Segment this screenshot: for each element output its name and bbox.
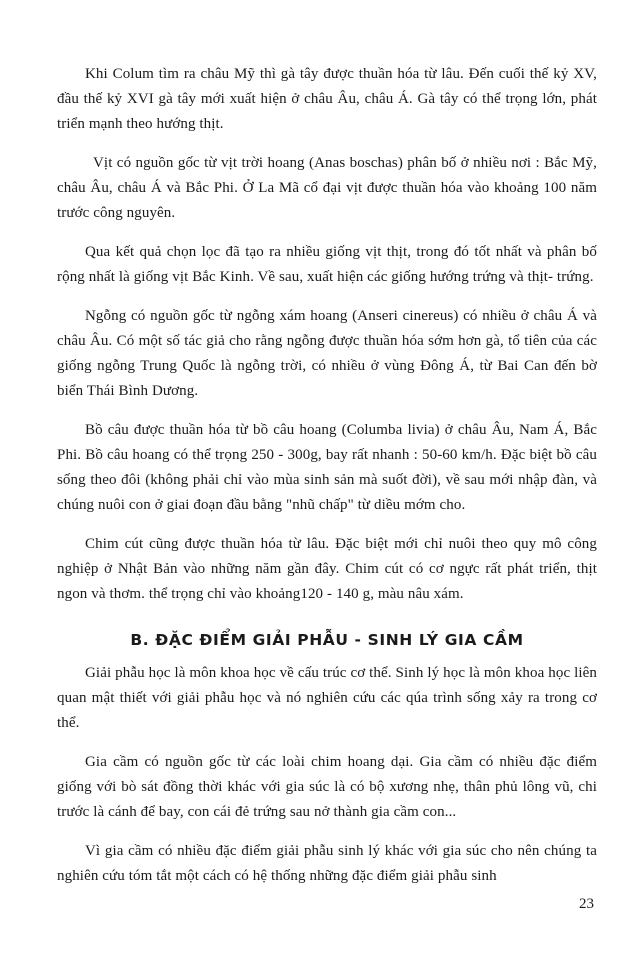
paragraph-goose: Ngỗng có nguồn gốc từ ngỗng xám hoang (Anseri cinereus) có nhiều ở châu Á và châu Âu. Có một số tác giả cho rằng ngỗng được thuần hóa sớm hơn gà, tổ tiên của các giống ngỗng Trung Quốc là ngỗng trời, có nhiều ở vùng Đông Á, từ Bai Can đến bờ biển Thái Bình Dương. xyxy=(57,308,597,399)
paragraph-duck-breeds: Qua kết quả chọn lọc đã tạo ra nhiều giống vịt thịt, trong đó tốt nhất và phân bố rộng nhất là giống vịt Bắc Kinh. Về sau, xuất hiện các giống hướng trứng và thịt- trứng. xyxy=(57,244,597,285)
paragraph-turkey: Khi Colum tìm ra châu Mỹ thì gà tây được thuần hóa từ lâu. Đến cuối thế kỷ XV, đầu thế kỷ XVI gà tây mới xuất hiện ở châu Âu, châu Á. Gà tây có thể trọng lớn, phát triển mạnh theo hướng thịt. xyxy=(57,66,597,132)
paragraph-poultry-origin: Gia cầm có nguồn gốc từ các loài chim hoang dại. Gia cầm có nhiều đặc điểm giống với bò sát đồng thời khác với gia súc là có bộ xương nhẹ, thân phủ lông vũ, chi trước là cánh để bay, con cái đẻ trứng sau nở thành gia cầm con... xyxy=(57,754,597,820)
page-number: 23 xyxy=(579,896,594,912)
paragraph-study-intro: Vì gia cầm có nhiều đặc điểm giải phẫu sinh lý khác với gia súc cho nên chúng ta nghiên cứu tóm tắt một cách có hệ thống những đặc điểm giải phẫu sinh xyxy=(57,843,597,884)
paragraph-anatomy-definition: Giải phẫu học là môn khoa học về cấu trúc cơ thể. Sinh lý học là môn khoa học liên quan mật thiết với giải phẫu học và nó nghiên cứu các qúa trình sống xảy ra trong cơ thể. xyxy=(57,665,597,731)
section-heading: B. ĐẶC ĐIỂM GIẢI PHẪU - SINH LÝ GIA CẦM xyxy=(130,631,524,649)
paragraph-quail: Chim cút cũng được thuần hóa từ lâu. Đặc biệt mới chỉ nuôi theo quy mô công nghiệp ở Nhật Bản vào những năm gần đây. Chim cút có cơ ngực rất phát triển, thịt ngon và thơm. thể trọng chỉ vào khoảng120 - 140 g, màu nâu xám. xyxy=(57,536,597,602)
paragraph-pigeon: Bồ câu được thuần hóa từ bồ câu hoang (Columba livia) ở châu Âu, Nam Á, Bắc Phi. Bồ câu hoang có thể trọng 250 - 300g, bay rất nhanh : 50-60 km/h. Đặc biệt bồ câu sống theo đôi (không phải chỉ vào mùa sinh sản mà suốt đời), về sau mới nhập đàn, và chúng nuôi con ở giai đoạn đầu bằng "nhũ chấp" từ diều mớm cho. xyxy=(57,422,597,513)
page-content xyxy=(57,62,597,903)
paragraph-duck-origin: Vịt có nguồn gốc từ vịt trời hoang (Anas boschas) phân bố ở nhiều nơi : Bắc Mỹ, châu Âu, châu Á và Bắc Phi. Ở La Mã cổ đại vịt được thuần hóa vào khoảng 100 năm trước công nguyên. xyxy=(57,155,597,221)
